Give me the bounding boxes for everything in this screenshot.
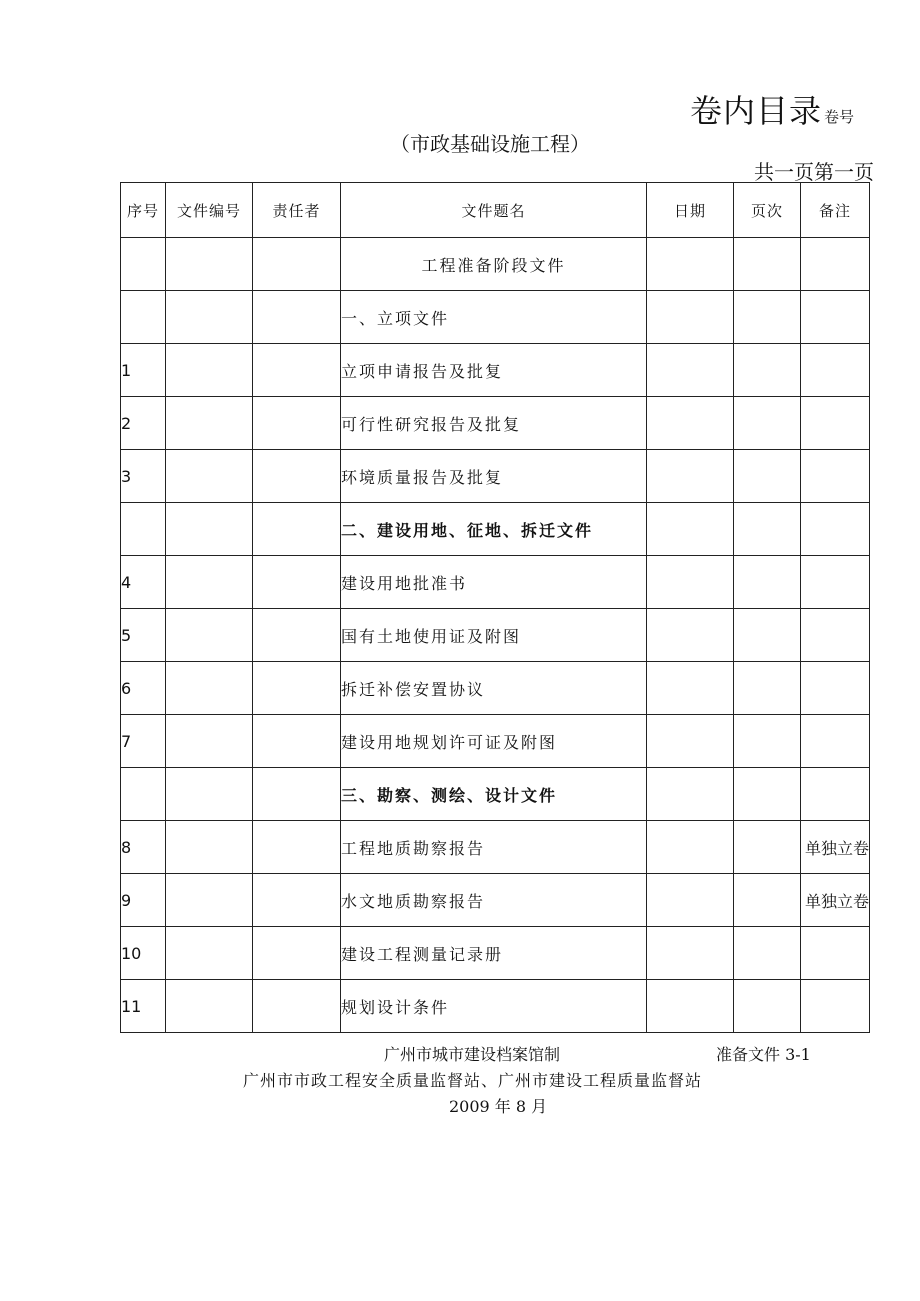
cell-responsible: [253, 291, 341, 344]
cell-responsible: [253, 715, 341, 768]
cell-pages: [734, 291, 801, 344]
cell-responsible: [253, 609, 341, 662]
cell-remarks: [801, 291, 870, 344]
column-header-remarks: 备注: [801, 183, 870, 238]
cell-responsible: [253, 556, 341, 609]
title-line: [690, 86, 854, 132]
column-header-responsible: 责任者: [253, 183, 341, 238]
table-row: [121, 715, 870, 768]
cell-pages: [734, 927, 801, 980]
cell-seq: 5: [121, 609, 166, 662]
cell-responsible: [253, 344, 341, 397]
cell-seq: 1: [121, 344, 166, 397]
cell-file-number: [166, 450, 253, 503]
cell-responsible: [253, 821, 341, 874]
cell-file-number: [166, 556, 253, 609]
cell-pages: [734, 344, 801, 397]
cell-file-title: 建设用地批准书: [341, 556, 647, 609]
table-row: [121, 503, 870, 556]
table-row: [121, 344, 870, 397]
cell-pages: [734, 768, 801, 821]
column-header-pages: 页次: [734, 183, 801, 238]
cell-date: [647, 344, 734, 397]
cell-file-title: 二、建设用地、征地、拆迁文件: [341, 503, 647, 556]
table-row: [121, 821, 870, 874]
cell-seq: 2: [121, 397, 166, 450]
cell-file-title: 水文地质勘察报告: [341, 874, 647, 927]
cell-remarks: [801, 397, 870, 450]
cell-pages: [734, 609, 801, 662]
cell-pages: [734, 503, 801, 556]
cell-file-number: [166, 344, 253, 397]
cell-responsible: [253, 768, 341, 821]
column-header-file-number: 文件编号: [166, 183, 253, 238]
cell-pages: [734, 980, 801, 1033]
cell-remarks: [801, 503, 870, 556]
cell-remarks: [801, 238, 870, 291]
cell-responsible: [253, 662, 341, 715]
cell-responsible: [253, 874, 341, 927]
cell-pages: [734, 238, 801, 291]
cell-file-number: [166, 397, 253, 450]
cell-date: [647, 980, 734, 1033]
catalog-table-body: [121, 238, 870, 1033]
cell-file-title: 建设用地规划许可证及附图: [341, 715, 647, 768]
cell-date: [647, 609, 734, 662]
cell-seq: [121, 238, 166, 291]
cell-pages: [734, 715, 801, 768]
table-row: [121, 927, 870, 980]
cell-file-title: 三、勘察、测绘、设计文件: [341, 768, 647, 821]
cell-date: [647, 291, 734, 344]
cell-file-number: [166, 609, 253, 662]
cell-seq: 4: [121, 556, 166, 609]
cell-remarks: [801, 980, 870, 1033]
cell-pages: [734, 662, 801, 715]
cell-seq: [121, 291, 166, 344]
cell-file-title: 立项申请报告及批复: [341, 344, 647, 397]
cell-date: [647, 662, 734, 715]
footer-maker: 广州市城市建设档案馆制: [384, 1045, 561, 1064]
cell-date: [647, 821, 734, 874]
cell-file-number: [166, 291, 253, 344]
footer-date: 2009 年 8 月: [449, 1097, 548, 1116]
footer-organizations: 广州市市政工程安全质量监督站、广州市建设工程质量监督站: [243, 1071, 703, 1090]
cell-pages: [734, 821, 801, 874]
cell-file-title: 国有土地使用证及附图: [341, 609, 647, 662]
cell-seq: 8: [121, 821, 166, 874]
cell-remarks: 单独立卷: [801, 821, 870, 874]
cell-file-title: 工程准备阶段文件: [341, 238, 647, 291]
column-header-seq: 序号: [121, 183, 166, 238]
cell-remarks: [801, 662, 870, 715]
table-row: [121, 291, 870, 344]
cell-date: [647, 556, 734, 609]
table-row: [121, 662, 870, 715]
page-subtitle: （市政基础设施工程）: [390, 132, 590, 156]
cell-date: [647, 715, 734, 768]
cell-file-number: [166, 768, 253, 821]
cell-seq: 10: [121, 927, 166, 980]
cell-file-number: [166, 927, 253, 980]
column-header-file-title: 文件题名: [341, 183, 647, 238]
cell-responsible: [253, 397, 341, 450]
cell-file-title: 工程地质勘察报告: [341, 821, 647, 874]
cell-file-number: [166, 821, 253, 874]
cell-file-number: [166, 662, 253, 715]
cell-date: [647, 927, 734, 980]
cell-date: [647, 238, 734, 291]
cell-file-number: [166, 874, 253, 927]
cell-file-title: 拆迁补偿安置协议: [341, 662, 647, 715]
cell-file-number: [166, 980, 253, 1033]
page-count: 共一页第一页: [754, 160, 874, 184]
cell-file-title: 可行性研究报告及批复: [341, 397, 647, 450]
cell-seq: 3: [121, 450, 166, 503]
footer-form-code: 准备文件 3-1: [716, 1045, 811, 1064]
table-row: [121, 609, 870, 662]
cell-remarks: [801, 609, 870, 662]
table-header-row: [121, 183, 870, 238]
cell-responsible: [253, 503, 341, 556]
cell-date: [647, 503, 734, 556]
cell-responsible: [253, 927, 341, 980]
page-title: 卷内目录: [689, 92, 822, 130]
table-row: [121, 238, 870, 291]
cell-pages: [734, 556, 801, 609]
cell-date: [647, 874, 734, 927]
volume-number-label: 卷号: [823, 108, 854, 126]
cell-pages: [734, 450, 801, 503]
cell-responsible: [253, 238, 341, 291]
cell-pages: [734, 874, 801, 927]
cell-file-title: 环境质量报告及批复: [341, 450, 647, 503]
cell-seq: 6: [121, 662, 166, 715]
cell-file-number: [166, 503, 253, 556]
table-row: [121, 980, 870, 1033]
table-row: [121, 874, 870, 927]
cell-remarks: [801, 344, 870, 397]
cell-remarks: [801, 927, 870, 980]
cell-remarks: [801, 556, 870, 609]
column-header-date: 日期: [647, 183, 734, 238]
cell-remarks: [801, 715, 870, 768]
cell-remarks: [801, 768, 870, 821]
cell-file-title: 一、立项文件: [341, 291, 647, 344]
cell-seq: 11: [121, 980, 166, 1033]
cell-seq: [121, 768, 166, 821]
cell-file-number: [166, 715, 253, 768]
cell-responsible: [253, 450, 341, 503]
cell-date: [647, 768, 734, 821]
cell-pages: [734, 397, 801, 450]
table-row: [121, 397, 870, 450]
cell-remarks: 单独立卷: [801, 874, 870, 927]
cell-remarks: [801, 450, 870, 503]
table-row: [121, 768, 870, 821]
cell-date: [647, 450, 734, 503]
cell-seq: 9: [121, 874, 166, 927]
cell-responsible: [253, 980, 341, 1033]
cell-seq: 7: [121, 715, 166, 768]
table-row: [121, 450, 870, 503]
cell-file-title: 建设工程测量记录册: [341, 927, 647, 980]
cell-file-title: 规划设计条件: [341, 980, 647, 1033]
catalog-table: [120, 182, 870, 1033]
table-row: [121, 556, 870, 609]
cell-seq: [121, 503, 166, 556]
cell-date: [647, 397, 734, 450]
cell-file-number: [166, 238, 253, 291]
